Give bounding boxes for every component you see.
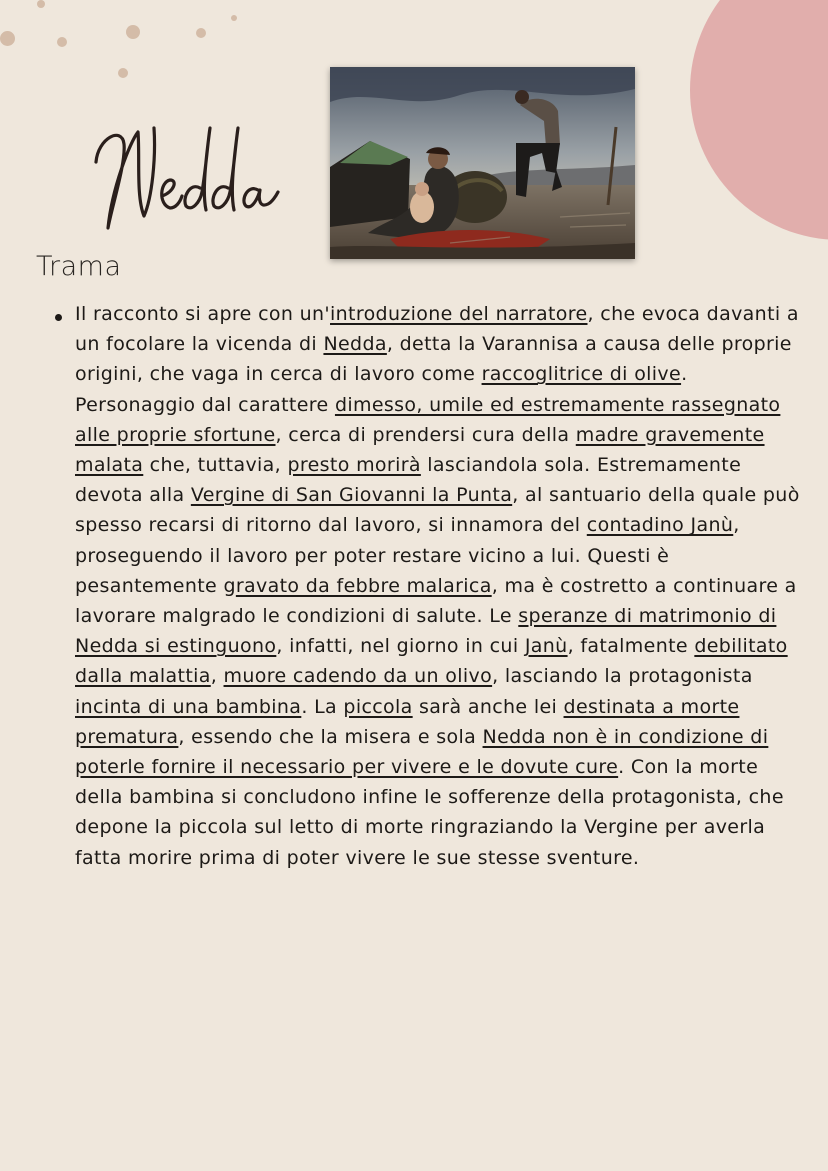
text-segment: , cerca di prendersi cura della	[275, 423, 576, 446]
decorative-dot	[57, 37, 67, 47]
underlined-phrase: Nedda non è in condizione di poterle fornire il necessario per vivere e le dovute cure	[75, 725, 769, 779]
underlined-phrase: piccola	[343, 695, 413, 718]
decorative-dot	[0, 31, 15, 46]
text-segment: , essendo che la misera e sola	[178, 725, 483, 748]
underlined-phrase: Vergine di San Giovanni la Punta	[190, 484, 513, 507]
underlined-phrase: Janù	[524, 635, 568, 658]
text-segment: lasciandola sola. Estremamente devota alla	[75, 454, 742, 507]
underlined-phrase: debilitato dalla malattia	[75, 635, 788, 688]
underlined-phrase: madre gravemente malata	[75, 423, 765, 477]
plot-paragraph	[75, 299, 810, 873]
text-segment: , detta la Varannisa a causa delle proprie origini, che vaga in cerca di lavoro come	[75, 333, 792, 386]
text-segment: , fatalmente	[567, 635, 695, 658]
decorative-pink-circle	[690, 0, 828, 240]
text-segment: , che evoca davanti a un focolare la vicenda di	[75, 303, 799, 356]
decorative-dot	[196, 28, 206, 38]
text-segment: . La	[301, 695, 344, 718]
text-segment: Il racconto si apre con un'	[75, 303, 331, 325]
text-segment: , lasciando la protagonista	[492, 665, 753, 688]
decorative-dot	[126, 25, 140, 39]
decorative-dot	[118, 68, 128, 78]
underlined-phrase: incinta di una bambina	[75, 695, 302, 718]
text-segment: che, tuttavia,	[143, 454, 288, 477]
underlined-phrase: contadino Janù	[586, 514, 734, 537]
text-segment: sarà anche lei	[412, 695, 564, 718]
painting-image	[330, 67, 635, 259]
text-segment: ,	[210, 665, 224, 688]
text-segment: . Personaggio dal carattere	[75, 363, 688, 416]
text-segment: , infatti, nel giorno in cui	[276, 635, 525, 658]
underlined-phrase: introduzione del narratore	[330, 303, 588, 325]
underlined-phrase: speranze di matrimonio di Nedda si estinguono	[75, 605, 777, 658]
page-title	[82, 118, 282, 236]
underlined-phrase: Nedda	[323, 333, 387, 356]
underlined-phrase: dimesso, umile ed estremamente rassegnato alle proprie sfortune	[75, 393, 781, 446]
text-segment: , proseguendo il lavoro per poter restare vicino a lui. Questi è pesantemente g	[75, 514, 740, 597]
text-segment: , al santuario della quale può spesso recarsi di ritorno dal lavoro, si innamora del	[75, 484, 800, 537]
text-segment: , ma è costretto a continuare a lavorare malgrado le condizioni di salute. Le	[75, 574, 797, 628]
underlined-phrase: ravato da febbre malarica	[235, 574, 492, 597]
underlined-phrase: destinata a morte prematura	[75, 695, 740, 748]
decorative-dot	[37, 0, 45, 8]
section-heading: Trama	[36, 251, 122, 282]
text-segment: . Con la morte della bambina si concludono infine le sofferenze della protagonista, che depone la piccola sul letto di morte ringraziando la Vergine per averla fatta morire prima di poter vivere le sue stesse sventure.	[75, 756, 784, 869]
underlined-phrase: muore cadendo da un olivo	[223, 665, 493, 688]
underlined-phrase: raccoglitrice di olive	[481, 363, 682, 386]
decorative-dot	[231, 15, 237, 21]
list-bullet	[55, 314, 62, 321]
underlined-phrase: presto morirà	[287, 454, 421, 477]
